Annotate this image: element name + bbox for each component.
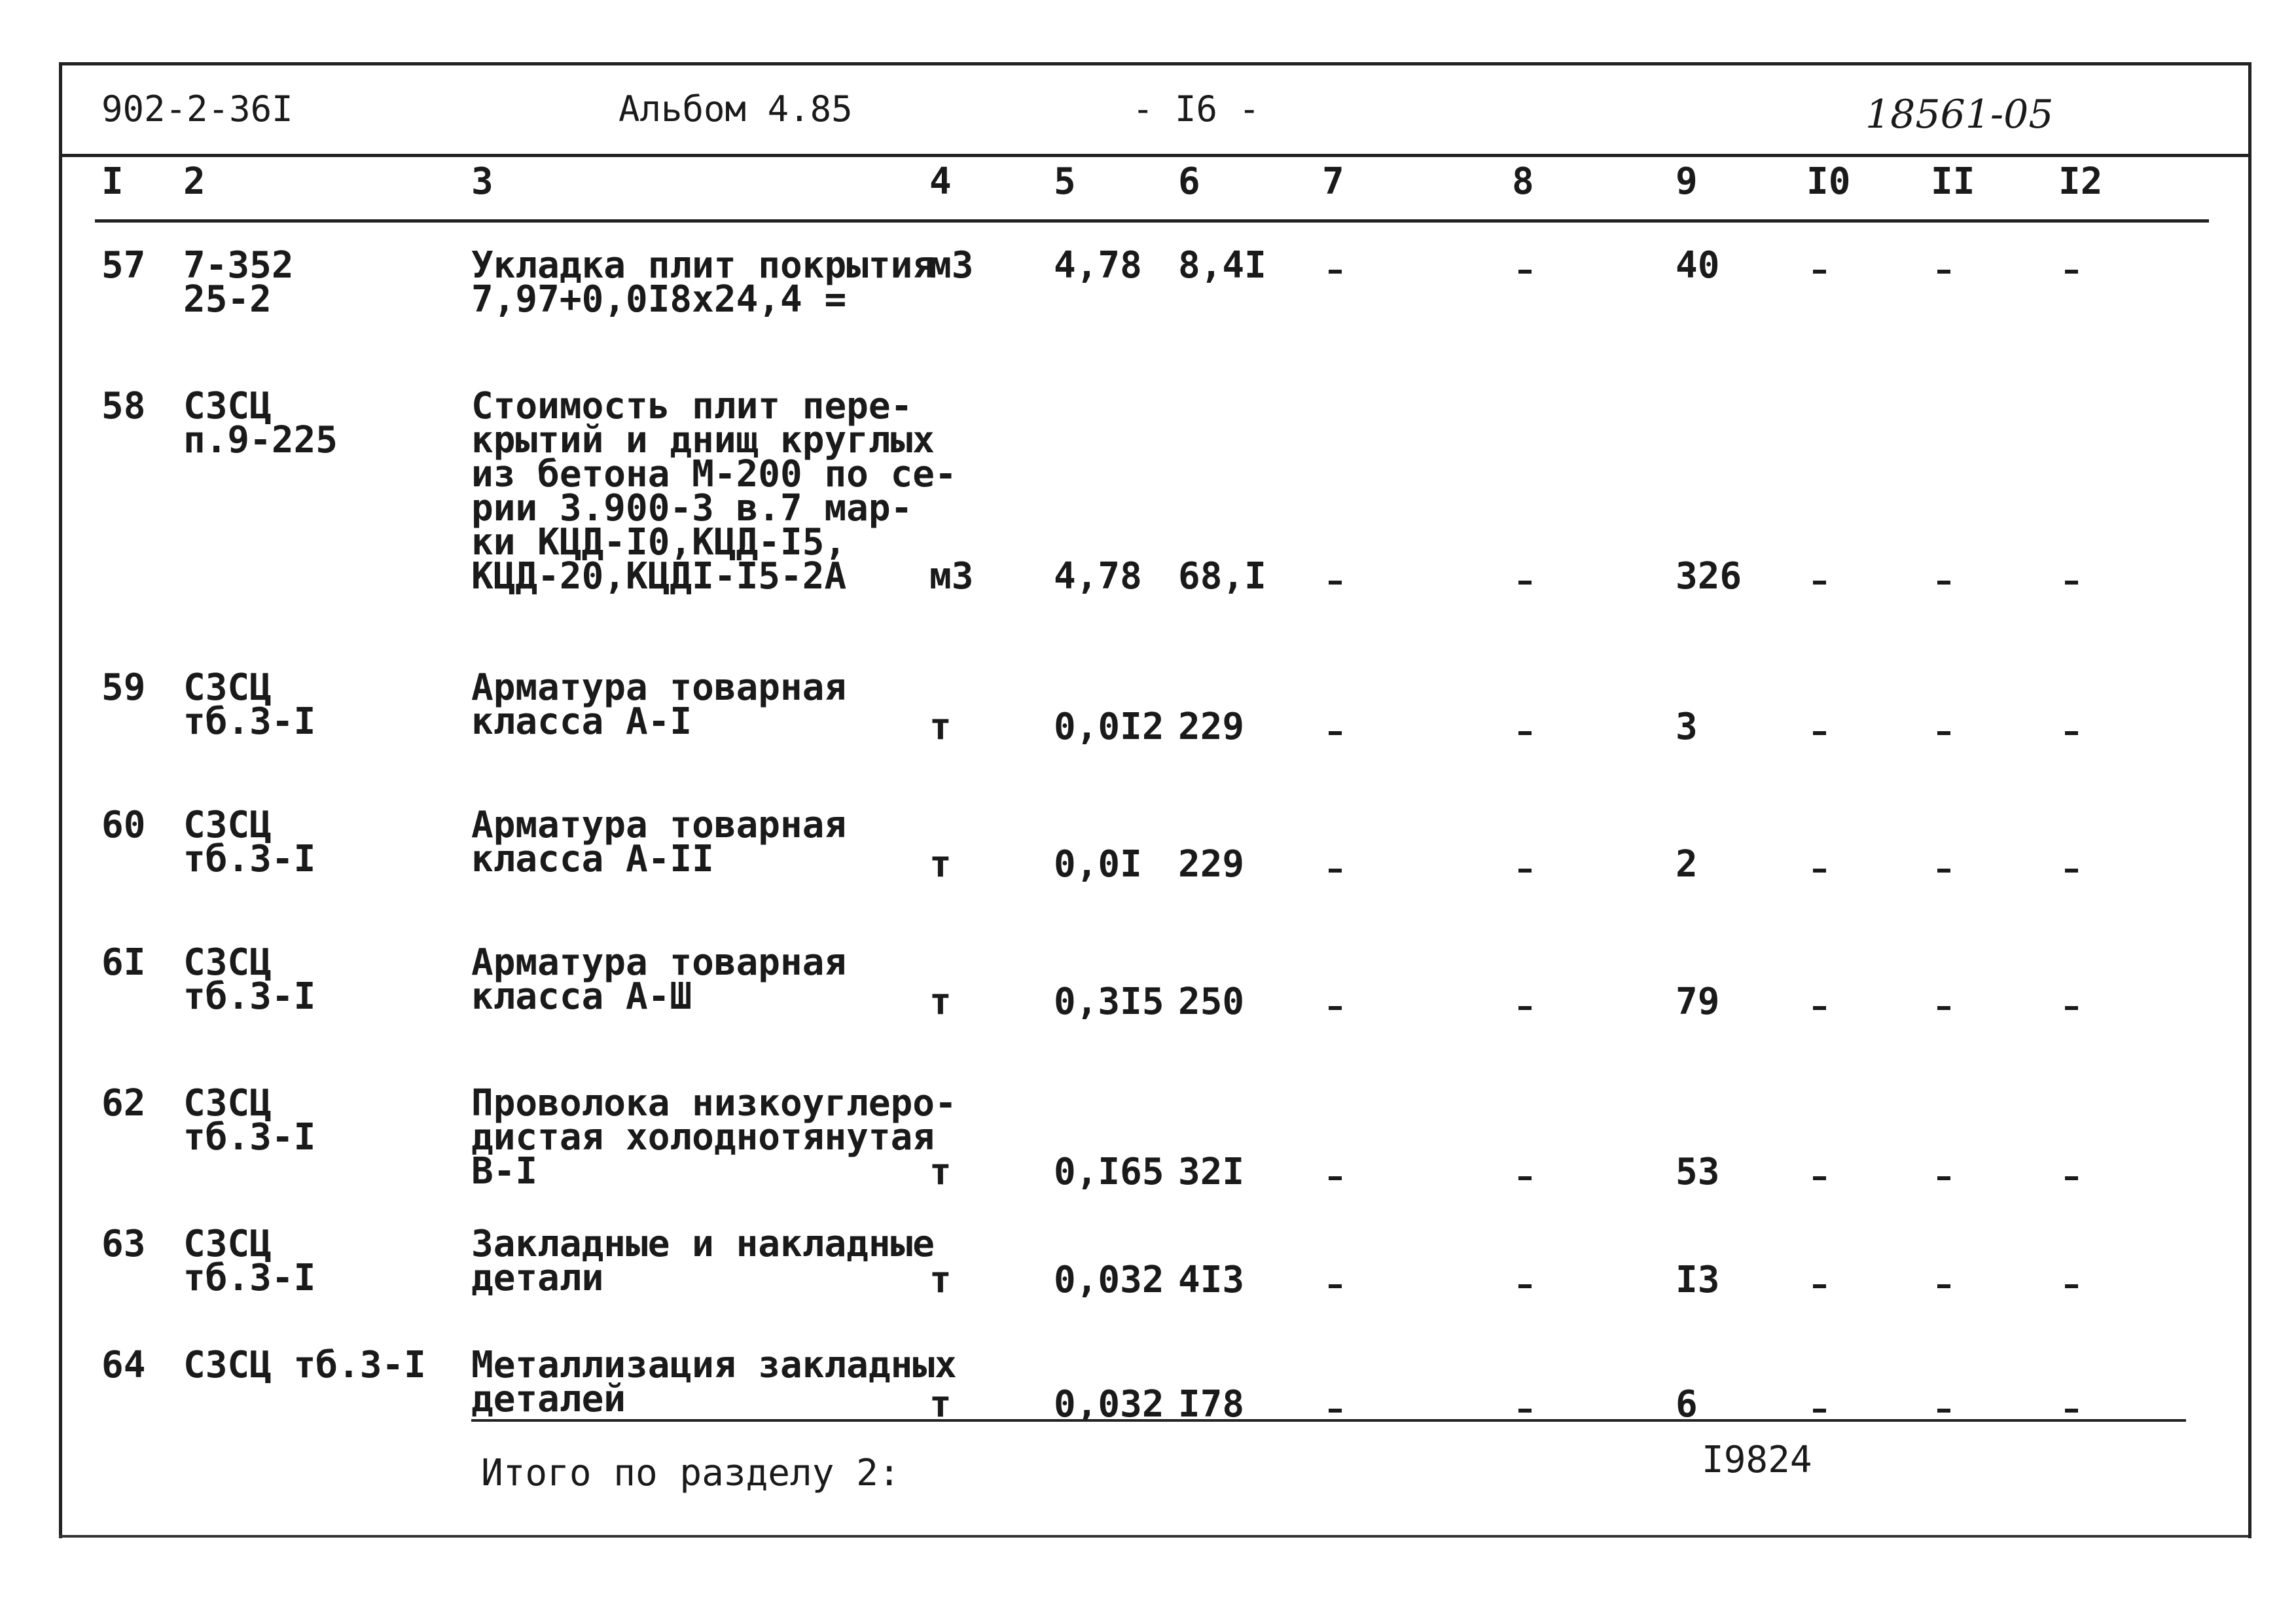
row-total: I3 [1676,1259,1720,1301]
row-description: Арматура товарная класса А-I [471,666,847,743]
empty-value-dash [1518,1006,1532,1010]
empty-value-dash [2065,1409,2078,1413]
row-reference: СЗСЦ тб.3-I [183,941,316,1018]
empty-value-dash [1813,270,1826,274]
row-price: 250 [1178,981,1245,1023]
row-total: 53 [1676,1151,1720,1193]
empty-value-dash [1813,581,1826,585]
column-header-rule [95,219,2209,223]
empty-value-dash [1937,581,1950,585]
column-header-2: 2 [183,160,206,203]
empty-value-dash [1937,270,1950,274]
empty-value-dash [1518,731,1532,735]
row-number: 60 [101,804,146,846]
row-quantity: 0,032 [1054,1383,1164,1426]
row-total: 6 [1676,1383,1698,1426]
row-quantity: 0,I65 [1054,1151,1164,1193]
column-header-10: I0 [1806,160,1851,203]
row-price: 229 [1178,843,1245,886]
empty-value-dash [1813,1284,1826,1288]
row-reference: СЗСЦ тб.3-I [183,1223,316,1299]
row-unit: т [929,1259,952,1301]
row-reference: СЗСЦ п.9-225 [183,385,338,461]
empty-value-dash [2065,1176,2078,1180]
total-rule [471,1419,2186,1422]
column-header-12: I2 [2058,160,2103,203]
row-number: 64 [101,1344,146,1386]
empty-value-dash [1329,731,1342,735]
row-description: Закладные и накладные детали [471,1223,935,1299]
album-label: Альбом 4.85 [619,88,853,130]
page-number: - I6 - [1132,88,1261,130]
column-header-1: I [101,160,124,203]
row-price: 229 [1178,706,1245,748]
row-price: 68,I [1178,555,1266,598]
row-number: 63 [101,1223,146,1265]
row-total: 79 [1676,981,1720,1023]
empty-value-dash [1937,869,1950,873]
row-unit: т [929,1151,952,1193]
column-header-4: 4 [929,160,952,203]
empty-value-dash [2065,869,2078,873]
empty-value-dash [2065,581,2078,585]
row-price: 8,4I [1178,244,1266,287]
row-total: 2 [1676,843,1698,886]
row-quantity: 4,78 [1054,555,1142,598]
empty-value-dash [1813,1006,1826,1010]
row-number: 58 [101,385,146,427]
empty-value-dash [1329,869,1342,873]
empty-value-dash [1329,270,1342,274]
empty-value-dash [1329,1409,1342,1413]
row-number: 59 [101,666,146,709]
row-price: 4I3 [1178,1259,1245,1301]
row-unit: м3 [929,244,974,287]
row-reference: СЗСЦ тб.3-I [183,804,316,880]
empty-value-dash [1813,1176,1826,1180]
empty-value-dash [1518,1284,1532,1288]
empty-value-dash [1518,1176,1532,1180]
empty-value-dash [2065,1006,2078,1010]
handwritten-number: 18561-05 [1865,92,2054,137]
empty-value-dash [1937,1284,1950,1288]
row-quantity: 0,0I2 [1054,706,1164,748]
row-price: I78 [1178,1383,1245,1426]
row-total: 3 [1676,706,1698,748]
empty-value-dash [1329,581,1342,585]
row-quantity: 0,0I [1054,843,1142,886]
empty-value-dash [2065,731,2078,735]
empty-value-dash [1518,869,1532,873]
empty-value-dash [1813,869,1826,873]
row-reference: СЗСЦ тб.3-I [183,1344,426,1386]
empty-value-dash [1518,270,1532,274]
page-frame [59,62,2251,1538]
column-header-5: 5 [1054,160,1076,203]
bottom-border [59,1535,2248,1538]
row-unit: т [929,843,952,886]
row-description: Арматура товарная класса А-II [471,804,847,880]
header-rule [62,154,2248,157]
column-header-7: 7 [1322,160,1344,203]
section-total-value: I9824 [1702,1439,1812,1481]
empty-value-dash [1937,731,1950,735]
row-unit: т [929,1383,952,1426]
column-header-9: 9 [1676,160,1698,203]
row-description: Металлизация закладных деталей [471,1344,957,1420]
row-quantity: 0,032 [1054,1259,1164,1301]
empty-value-dash [2065,1284,2078,1288]
empty-value-dash [1813,1409,1826,1413]
column-header-3: 3 [471,160,493,203]
row-number: 57 [101,244,146,287]
doc-code: 902-2-36I [101,88,293,130]
column-header-6: 6 [1178,160,1200,203]
row-quantity: 0,3I5 [1054,981,1164,1023]
row-description: Проволока низкоуглеро- дистая холоднотянутая В-I [471,1082,957,1193]
empty-value-dash [1329,1176,1342,1180]
row-number: 62 [101,1082,146,1125]
row-price: 32I [1178,1151,1245,1193]
row-unit: т [929,706,952,748]
column-header-8: 8 [1512,160,1534,203]
empty-value-dash [1937,1006,1950,1010]
row-reference: 7-352 25-2 [183,244,294,321]
column-header-11: II [1931,160,1975,203]
empty-value-dash [1329,1006,1342,1010]
row-unit: м3 [929,555,974,598]
empty-value-dash [1937,1409,1950,1413]
row-total: 326 [1676,555,1742,598]
row-description: Укладка плит покрытия 7,97+0,0I8x24,4 = [471,244,935,321]
empty-value-dash [1329,1284,1342,1288]
row-number: 6I [101,941,146,984]
empty-value-dash [2065,270,2078,274]
row-description: Стоимость плит пере- крытий и днищ круглых из бетона М-200 по се- рии 3.900-3 в.7 мар- ки КЦД-I0,КЦД-I5, КЦД-20,КЦДI-I5-2А [471,385,957,598]
row-reference: СЗСЦ тб.3-I [183,666,316,743]
empty-value-dash [1937,1176,1950,1180]
empty-value-dash [1518,1409,1532,1413]
row-quantity: 4,78 [1054,244,1142,287]
empty-value-dash [1518,581,1532,585]
empty-value-dash [1813,731,1826,735]
row-total: 40 [1676,244,1720,287]
row-unit: т [929,981,952,1023]
row-reference: СЗСЦ тб.3-I [183,1082,316,1159]
row-description: Арматура товарная класса А-Ш [471,941,847,1018]
section-total-label: Итого по разделу 2: [481,1452,901,1494]
